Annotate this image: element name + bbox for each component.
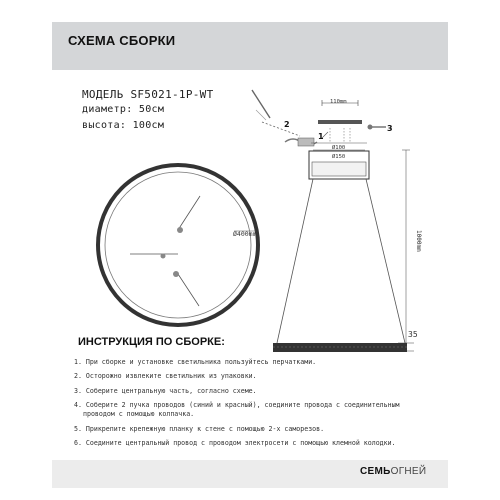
- brand-logo: [360, 466, 426, 477]
- diameter-spec: диаметр: 50см: [82, 104, 165, 115]
- callout-2: 2: [284, 120, 290, 129]
- instruction-step-continuation: проводом с помощью колпачка.: [83, 410, 195, 419]
- d150-label: Ø150: [332, 154, 346, 160]
- instructions-list: [74, 358, 430, 453]
- page-title: СХЕМА СБОРКИ: [68, 33, 176, 48]
- ring-thickness-label: 35: [408, 330, 418, 339]
- ring-top-view: [98, 165, 258, 325]
- instruction-step: 4. Соберите 2 пучка проводов (синий и красный), соедините провода с соединительным: [74, 401, 400, 410]
- ring-diameter-label: Ø400mm: [233, 230, 257, 238]
- instruction-step: 6. Соедините центральный провод с проводом электросети с помощью клемной колодки.: [74, 438, 396, 447]
- suspension-cables: [277, 179, 405, 343]
- callout-1: 1: [318, 132, 324, 141]
- brand-thin: ОГНЕЙ: [390, 466, 427, 477]
- instructions-title: ИНСТРУКЦИЯ ПО СБОРКЕ:: [78, 336, 225, 348]
- ring-side-view: [273, 343, 407, 352]
- model-spec: МОДЕЛЬ SF5021-1P-WT: [82, 88, 214, 101]
- d100-label: Ø100: [332, 145, 346, 151]
- instruction-step: 1. При сборке и установке светильника пользуйтесь перчатками.: [74, 358, 317, 366]
- brand-bold: СЕМЬ: [360, 466, 391, 477]
- height-dimension: [398, 150, 414, 351]
- instruction-step: 2. Осторожно извлеките светильник из упаковки.: [74, 372, 257, 381]
- height-spec: высота: 100см: [82, 120, 165, 131]
- instruction-step: 3. Соберите центральную часть, согласно схеме.: [74, 386, 257, 395]
- top-width-label: 110mm: [330, 99, 347, 105]
- callout-3: 3: [387, 124, 393, 133]
- height-label: 1000mm: [415, 230, 422, 252]
- instruction-step: 5. Прикрепите крепежную планку к стене с помощью 2-х саморезов.: [74, 424, 325, 433]
